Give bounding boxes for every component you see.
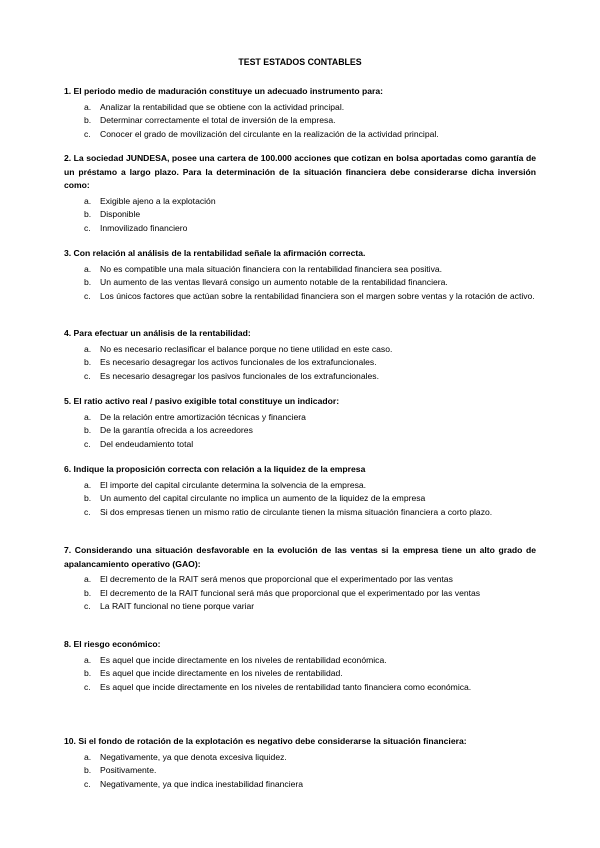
answer-option [64,370,536,384]
answer-option [64,573,536,587]
option-text: Negativamente, ya que denota excesiva liquidez. [100,751,287,762]
option-text: Es aquel que incide directamente en los niveles de rentabilidad económica. [100,654,387,665]
answer-option [64,101,536,115]
option-letter: c. [84,370,91,381]
option-letter: c. [84,222,91,233]
question-text: 3. Con relación al análisis de la rentabilidad señale la afirmación correcta. [64,248,366,258]
answer-option [64,411,536,425]
answer-options [64,343,536,384]
option-letter: b. [84,425,92,435]
answer-option [64,654,536,668]
answer-options [64,479,536,520]
option-letter: c. [84,778,91,789]
option-letter: b. [84,587,92,598]
question-text: 4. Para efectuar un análisis de la rentabilidad: [64,328,251,338]
option-letter: a. [84,411,92,422]
answer-option [64,276,536,290]
question-text: 6. Indique la proposición correcta con relación a la liquidez de la empresa [64,464,366,474]
question-text: 1. El periodo medio de maduración constituye un adecuado instrumento para: [64,86,383,96]
option-text: El importe del capital circulante determina la solvencia de la empresa. [100,479,367,490]
option-letter: a. [84,101,92,112]
answer-option [64,208,536,222]
option-text: Si dos empresas tienen un mismo ratio de circulante tienen la misma situación financiera a corto plazo. [100,506,493,517]
option-text: Determinar correctamente el total de inversión de la empresa. [100,115,336,125]
answer-option [64,778,536,792]
question-block [64,638,536,694]
option-text: De la relación entre amortización técnicas y financiera [100,411,306,422]
option-text: Es aquel que incide directamente en los niveles de rentabilidad tanto financiera como económica. [100,681,472,692]
option-letter: b. [84,209,92,219]
question-block [64,247,536,303]
option-text: Es necesario desagregar los pasivos funcionales de los extrafuncionales. [100,370,379,381]
option-letter: c. [84,128,91,139]
option-letter: a. [84,574,92,584]
option-text: Un aumento de las ventas llevará consigo un aumento notable de la rentabilidad financiera. [100,277,448,287]
question-block [64,544,536,614]
question-text: 7. Considerando una situación desfavorable en la evolución de las ventas si la empresa tiene un alto grado de apalancamiento operativo (GAO): [64,545,536,569]
option-letter: a. [84,654,92,665]
option-text: Un aumento del capital circulante no implica un aumento de la liquidez de la empresa [100,493,426,503]
option-letter: a. [84,263,92,274]
option-letter: a. [84,751,92,762]
option-letter: b. [84,115,92,125]
option-letter: c. [84,601,91,611]
answer-option [64,424,536,438]
answer-option [64,114,536,128]
answer-options [64,411,536,452]
question-block [64,395,536,451]
option-letter: a. [84,195,92,206]
option-letter: c. [84,681,91,692]
option-text: No es compatible una mala situación financiera con la rentabilidad financiera sea positiva. [100,263,443,274]
answer-option [64,263,536,277]
answer-option [64,356,536,370]
option-text: Los únicos factores que actúan sobre la rentabilidad financiera son el margen sobre ventas y la rotación de activo. [100,290,535,301]
option-letter: b. [84,668,92,678]
option-letter: c. [84,438,91,449]
option-text: De la garantía ofrecida a los acreedores [100,425,253,435]
question-text: 2. La sociedad JUNDESA, posee una cartera de 100.000 acciones que cotizan en bolsa aportadas como garantía de un préstamo a largo plazo. Para la determinación de la situación financiera debe considerarse dicha inversión como: [64,153,536,190]
answer-option [64,290,536,304]
answer-option [64,681,536,695]
question-text: 10. Si el fondo de rotación de la explotación es negativo debe considerarse la situación financiera: [64,736,467,746]
answer-options [64,654,536,695]
answer-options [64,263,536,304]
answer-option [64,343,536,357]
option-letter: b. [84,277,92,287]
option-text: El decremento de la RAIT será menos que proporcional que el experimentado por las ventas [100,574,453,584]
answer-option [64,764,536,778]
answer-option [64,479,536,493]
answer-option [64,492,536,506]
option-text: No es necesario reclasificar el balance porque no tiene utilidad en este caso. [100,343,393,354]
answer-option [64,222,536,236]
answer-option [64,506,536,520]
answer-option [64,751,536,765]
option-text: Es aquel que incide directamente en los niveles de rentabilidad. [100,668,343,678]
question-block [64,152,536,235]
option-letter: c. [84,506,91,517]
option-letter: b. [84,493,92,503]
option-letter: a. [84,479,92,490]
answer-options [64,573,536,614]
answer-option [64,587,536,601]
option-text: El decremento de la RAIT funcional será más que proporcional que el experimentado por las ventas [100,587,481,598]
answer-option [64,667,536,681]
option-text: Del endeudamiento total [100,438,194,449]
option-letter: b. [84,765,92,775]
answer-options [64,751,536,792]
option-text: Disponible [100,209,141,219]
option-text: Es necesario desagregar los activos funcionales de los extrafuncionales. [100,357,377,367]
question-block [64,327,536,383]
document-title: TEST ESTADOS CONTABLES [238,57,362,67]
question-text: 8. El riesgo económico: [64,639,161,649]
option-letter: b. [84,357,92,367]
answer-option [64,195,536,209]
option-text: La RAIT funcional no tiene porque variar [100,601,255,611]
question-block [64,85,536,141]
option-text: Negativamente, ya que indica inestabilidad financiera [100,778,304,789]
answer-option [64,600,536,614]
answer-option [64,128,536,142]
option-text: Analizar la rentabilidad que se obtiene con la actividad principal. [100,101,345,112]
answer-options [64,195,536,236]
question-block [64,735,536,791]
option-text: Exigible ajeno a la explotación [100,195,216,206]
option-text: Conocer el grado de movilización del circulante en la realización de la actividad principal. [100,128,439,139]
question-block [64,463,536,519]
option-text: Positivamente. [100,765,157,775]
answer-option [64,438,536,452]
answer-options [64,101,536,142]
option-letter: c. [84,290,91,301]
option-letter: a. [84,343,92,354]
question-text: 5. El ratio activo real / pasivo exigible total constituye un indicador: [64,396,340,406]
option-text: Inmovilizado financiero [100,222,188,233]
